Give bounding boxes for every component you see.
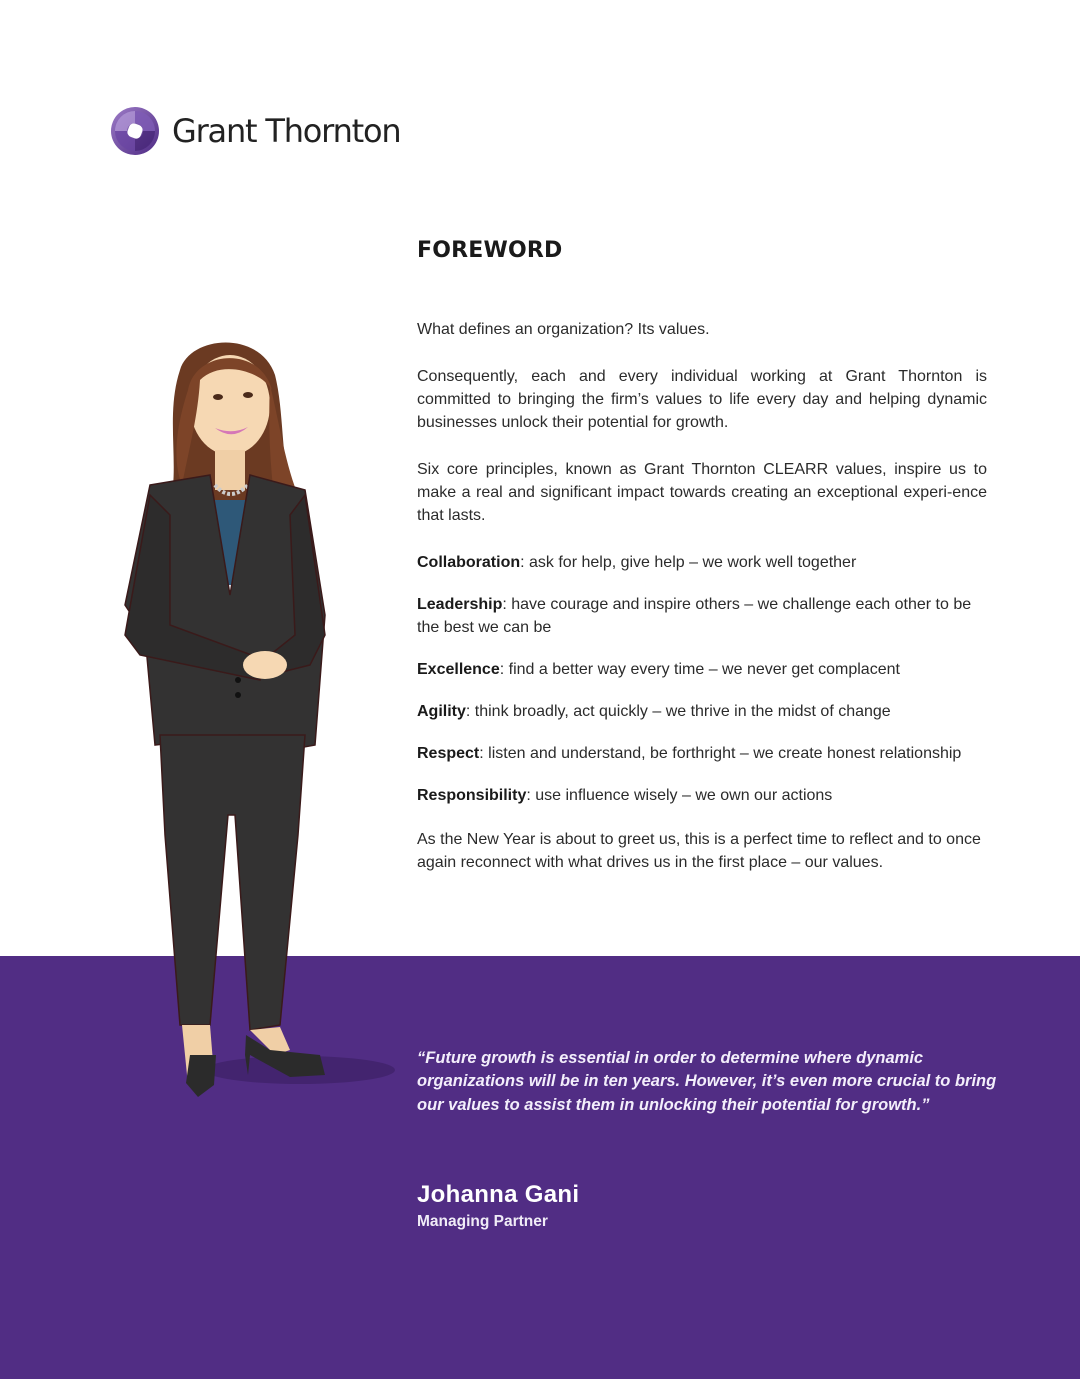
grant-thornton-swirl-icon [110, 106, 160, 156]
value-item [417, 700, 987, 723]
value-item [417, 742, 987, 765]
foreword-body [417, 318, 987, 874]
value-name: Responsibility [417, 787, 527, 804]
intro-paragraph: What defines an organization? Its values. [417, 321, 710, 338]
value-name: Leadership [417, 596, 503, 613]
value-description: : use influence wisely – we own our actions [526, 787, 833, 804]
value-item [417, 593, 987, 639]
value-description: : find a better way every time – we never get complacent [499, 661, 900, 678]
value-description: : listen and understand, be forthright – we create honest relationship [479, 745, 962, 762]
value-description: : have courage and inspire others – we challenge each other to be the best we can be [417, 596, 972, 636]
brand-name: Grant Thornton [172, 112, 401, 150]
value-item [417, 784, 987, 807]
value-name: Agility [417, 703, 466, 720]
brand-logo [110, 106, 400, 156]
value-name: Collaboration [417, 554, 521, 571]
paragraph-1: Consequently, each and every individual working at Grant Thornton is committed to bringing the firm’s values to life every day and helping dynamic businesses unlock their potential for growth. [417, 368, 987, 431]
value-item [417, 658, 987, 681]
pull-quote: “Future growth is essential in order to determine where dynamic organizations will be in ten years. However, it’s even more crucial to bring our values to assist them in unlocking their potential for growth.” [417, 1049, 997, 1114]
value-item [417, 551, 987, 574]
closing-paragraph: As the New Year is about to greet us, this is a perfect time to reflect and to once again reconnect with what drives us in the first place – our values. [417, 831, 981, 871]
value-description: : think broadly, act quickly – we thrive in the midst of change [465, 703, 891, 720]
person-illustration [110, 335, 410, 1105]
author-title: Managing Partner [417, 1213, 548, 1230]
author-name: Johanna Gani [417, 1181, 580, 1208]
value-name: Respect [417, 745, 480, 762]
page-title: FOREWORD [417, 238, 563, 263]
values-list [417, 551, 987, 807]
value-description: : ask for help, give help – we work well together [520, 554, 857, 571]
value-name: Excellence [417, 661, 500, 678]
paragraph-2: Six core principles, known as Grant Thornton CLEARR values, inspire us to make a real and significant impact towards creating an exceptional experi-ence that lasts. [417, 461, 987, 524]
